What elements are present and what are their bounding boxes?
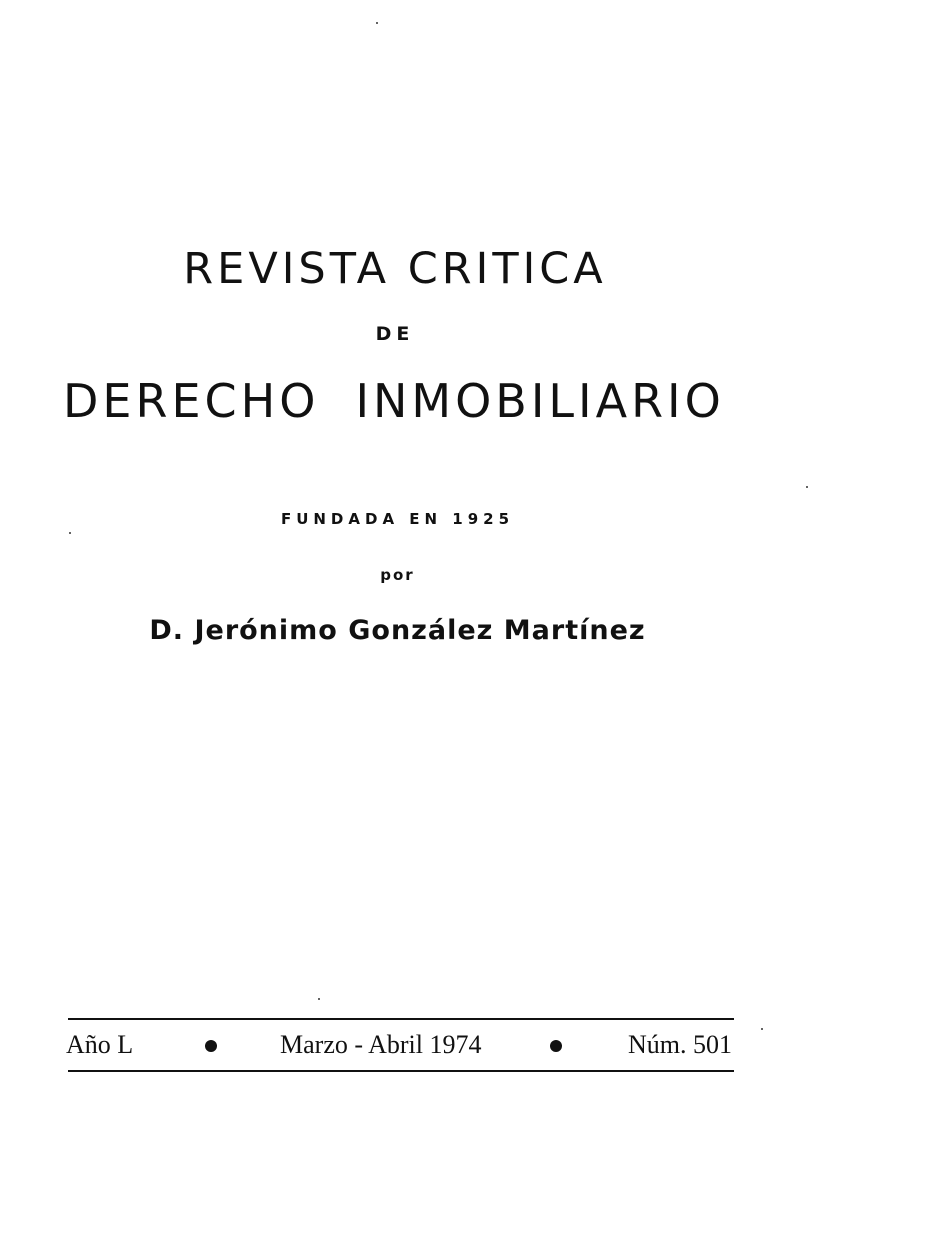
bullet-separator-1 bbox=[205, 1040, 217, 1052]
issue-rule-bottom bbox=[68, 1070, 734, 1072]
scan-speck bbox=[318, 998, 320, 1000]
journal-title-word-derecho: DERECHO bbox=[63, 374, 320, 428]
founder-by-label: por bbox=[380, 566, 415, 584]
issue-number: Núm. 501 bbox=[628, 1030, 732, 1059]
scan-speck bbox=[376, 22, 378, 24]
founder-name: D. Jerónimo González Martínez bbox=[149, 615, 646, 646]
journal-title-line-2 bbox=[63, 374, 725, 428]
bullet-separator-2 bbox=[550, 1040, 562, 1052]
issue-year: Año L bbox=[66, 1030, 134, 1059]
founded-year: FUNDADA EN 1925 bbox=[280, 510, 515, 528]
journal-title-line-1: REVISTA CRITICA bbox=[183, 244, 607, 294]
issue-rule-top bbox=[68, 1018, 734, 1020]
scan-speck bbox=[69, 532, 71, 534]
issue-info-line bbox=[66, 1028, 734, 1062]
scan-speck bbox=[806, 486, 808, 488]
journal-title-word-inmobiliario: INMOBILIARIO bbox=[355, 374, 725, 428]
issue-date: Marzo - Abril 1974 bbox=[280, 1030, 482, 1059]
scan-speck bbox=[761, 1028, 763, 1030]
journal-title-connector: DE bbox=[375, 323, 415, 345]
